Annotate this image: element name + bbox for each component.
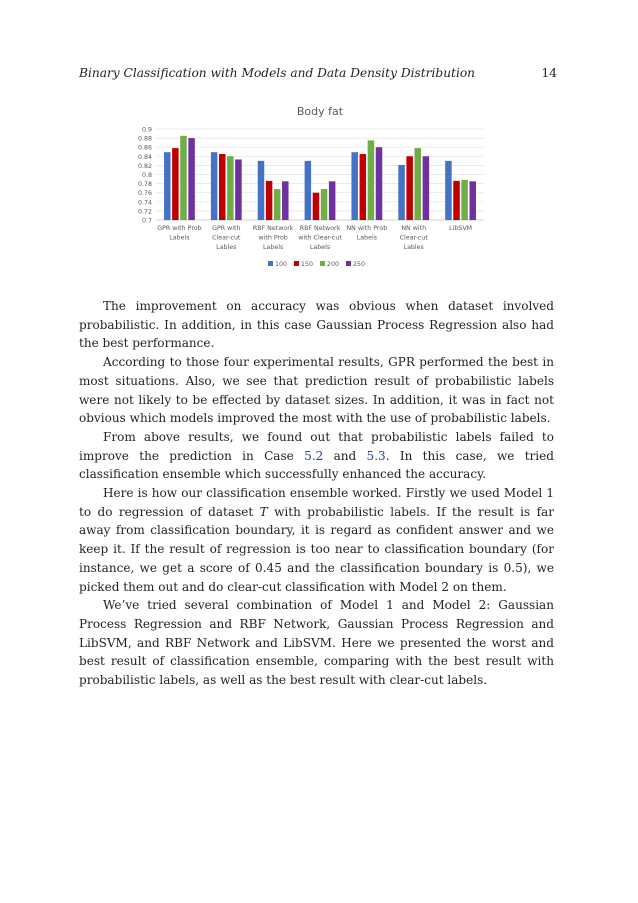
legend-swatch [294,261,299,266]
bar [274,189,281,220]
x-tick-label: with Prob [258,234,288,242]
y-tick-label: 0.88 [137,135,152,143]
running-header [79,66,557,84]
bar [180,136,187,220]
bar [368,140,375,220]
bar [469,181,476,220]
x-tick-label: Lables [403,244,424,251]
paragraph-2: According to those four experimental results, GPR performed the best in most situations. Also, we see that prediction result of probabilistic labels were not likely to be effected by dataset sizes. In addition, it was in fact not obvious which models improved the most with the use of probabilistic labels. [79,355,554,426]
x-tick-label: Clear-cut [399,234,428,242]
bar [258,161,265,220]
bar [282,181,289,220]
math-var-t: T [259,504,268,519]
x-tick-label: Labels [309,244,331,251]
bar [351,152,358,220]
bar [415,148,422,220]
bar [219,154,226,220]
section-ref-5-2[interactable]: 5.2 [304,448,324,463]
bar [453,181,460,220]
y-tick-label: 0.76 [137,190,152,198]
legend-swatch [346,261,351,266]
chart-title: Body fat [296,105,344,118]
legend-label: 250 [353,261,366,268]
bar [376,147,383,220]
x-tick-label: NN with Prob [346,225,388,232]
bar [461,180,468,220]
bar [211,152,218,220]
x-tick-label: RBF Network [252,225,294,232]
legend-label: 150 [301,261,314,268]
bar [445,161,452,220]
paragraph-3 [79,428,554,484]
x-tick-label: Lables [216,244,237,251]
paragraph-1: The improvement on accuracy was obvious when dataset involved probabilistic. In addition, in this case Gaussian Process Regression also had the best performance. [79,299,554,351]
bar [360,154,367,220]
x-tick-label: RBF Network [299,225,341,232]
p4-text-a: Here is how our classification ensemble worked. Firstly we used Model 1 to do regression of dataset [79,486,554,519]
bar [321,189,328,220]
section-ref-5-3[interactable]: 5.3 [366,448,386,463]
y-tick-label: 0.84 [137,153,152,161]
x-tick-label: Labels [169,234,190,242]
legend-label: 200 [327,261,340,268]
p4-text-b: with probabilistic labels. If the result is far away from classification boundary, it is regard as confident answer and we keep it. If the result of regression is too near to classification boundary (for instance, we get a score of 0.45 and the classification boundary is 0.5), we picked them out and do clear-cut classification with Model 2 on them. [79,504,554,594]
y-tick-label: 0.82 [137,162,152,170]
x-tick-label: GPR with Prob [157,225,202,232]
x-tick-label: Labels [263,244,284,251]
y-tick-label: 0.74 [137,199,152,207]
p3-text-a: From above results, we found out that probabilistic labels failed to improve the prediction in Case [79,429,554,463]
x-tick-label: LibSVM [449,225,473,232]
legend-swatch [320,261,325,266]
bar [329,181,336,220]
body-text [79,297,554,690]
header-title: Binary Classification with Models and Data Density Distribution [79,66,476,80]
paragraph-5: We’ve tried several combination of Model 1 and Model 2: Gaussian Process Regression and RBF Network, Gaussian Process Regression and LibSVM, and RBF Network and LibSVM. Here we presented the worst and best result of classification ensemble, comparing with the best result with probabilistic labels, as well as the best result with clear-cut labels. [79,598,554,688]
p3-text-b: and [323,448,367,463]
x-tick-label: with Clear-cut [298,234,342,242]
x-tick-label: NN with [401,225,427,232]
bar [188,138,195,220]
x-tick-label: Clear-cut [212,234,241,242]
p3-text-c: . In this case, we tried classification ensemble which successfully enhanced the accuracy. [79,448,555,482]
y-tick-label: 0.86 [137,144,152,152]
bar [406,156,413,220]
y-tick-label: 0.8 [141,172,152,179]
legend-label: 100 [275,261,288,268]
paragraph-4 [79,484,554,596]
bar [423,156,430,220]
y-tick-label: 0.9 [141,126,152,134]
legend-swatch [268,261,273,266]
x-tick-label: GPR with [212,225,241,232]
chart-svg [134,97,500,278]
x-tick-label: Labels [356,234,377,242]
y-tick-label: 0.72 [137,208,152,216]
bar [164,152,171,220]
bar [398,165,405,220]
bar [313,193,320,220]
y-tick-label: 0.7 [141,217,152,225]
bar [227,156,234,220]
bar [235,159,242,220]
bar [172,148,179,220]
bar [266,181,273,220]
page-number: 14 [541,66,557,80]
bar [305,161,312,220]
y-tick-label: 0.78 [137,181,152,189]
bar-chart [134,97,500,278]
